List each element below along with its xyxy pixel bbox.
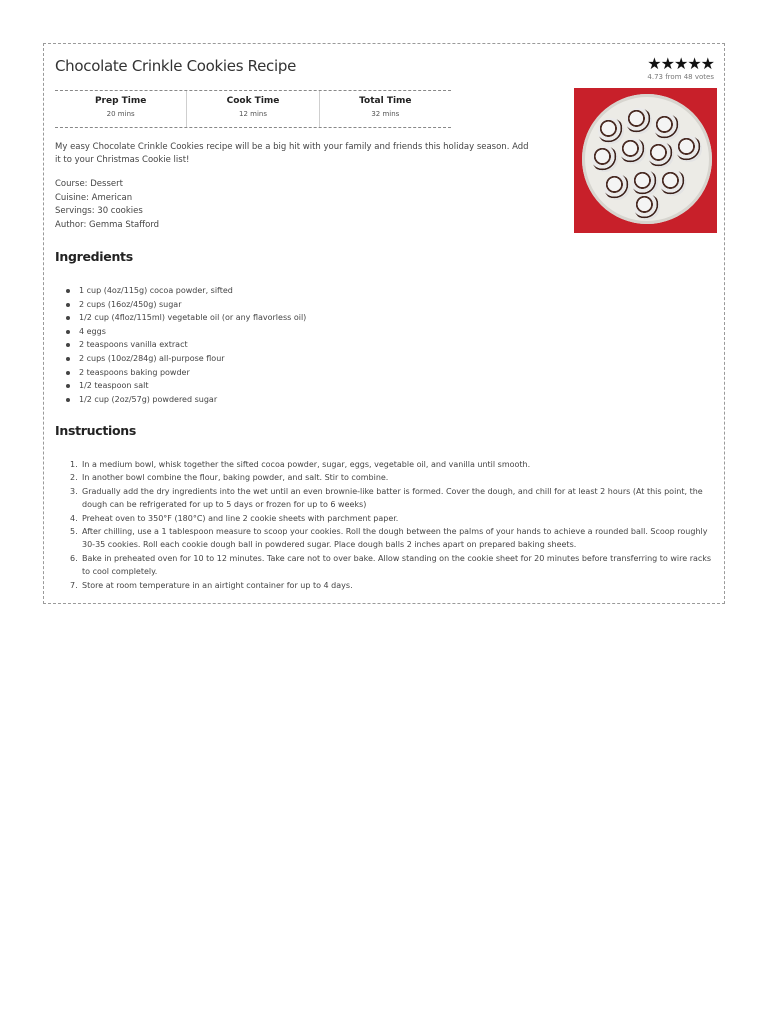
ingredients-list xyxy=(66,284,306,406)
instruction-step xyxy=(70,458,715,471)
ingredients-heading: Ingredients xyxy=(55,249,133,264)
cookie xyxy=(660,170,686,196)
instruction-step xyxy=(70,485,715,512)
ingredient-item: 2 teaspoons baking powder xyxy=(66,366,306,380)
step-text: Store at room temperature in an airtight container for up to 4 days. xyxy=(82,580,353,590)
step-text: In a medium bowl, whisk together the sifted cocoa powder, sugar, eggs, vegetable oil, and vanilla until smooth. xyxy=(82,460,531,469)
prep-time-label: Prep Time xyxy=(94,96,147,106)
prep-time-value: 20 mins xyxy=(106,110,135,118)
ingredient-item: 1 cup (4oz/115g) cocoa powder, sifted xyxy=(66,284,306,298)
recipe-meta xyxy=(55,178,159,232)
step-number: 5. xyxy=(70,527,78,537)
step-number: 6. xyxy=(70,553,78,563)
step-number: 4. xyxy=(70,513,78,523)
step-text: After chilling, use a 1 tablespoon measure to scoop your cookies. Roll the dough between the palms of your hands to achieve a rounded ball. Scoop roughly 30-35 cookies. Roll each cookie dough ball in powdered sugar. Place dough balls 2 inches apart on prepared baking sheets. xyxy=(82,527,708,550)
total-time-label: Total Time xyxy=(359,96,412,106)
prep-time xyxy=(55,91,186,127)
step-number: 1. xyxy=(70,460,78,469)
star-icon[interactable]: ★ xyxy=(700,54,714,73)
cookie xyxy=(604,174,630,200)
cookie xyxy=(648,142,674,168)
star-icon[interactable]: ★ xyxy=(660,54,674,73)
star-icon[interactable]: ★ xyxy=(673,54,688,73)
recipe-summary: My easy Chocolate Crinkle Cookies recipe will be a big hit with your family and friends this holiday season. Add it to your Christmas Cookie list! xyxy=(55,142,529,165)
ingredient-item: 1/2 cup (4floz/115ml) vegetable oil (or any flavorless oil) xyxy=(66,311,306,325)
instruction-step xyxy=(70,579,715,592)
total-time-value: 32 mins xyxy=(371,110,400,118)
cookie xyxy=(598,118,624,144)
instruction-step xyxy=(70,512,715,525)
cook-time-value: 12 mins xyxy=(239,110,267,118)
total-time xyxy=(319,91,451,127)
cookie xyxy=(632,170,658,196)
ingredient-item: 2 teaspoons vanilla extract xyxy=(66,338,306,352)
author: Author: Gemma Stafford xyxy=(55,219,160,230)
instruction-step xyxy=(70,525,715,552)
ingredient-item: 2 cups (10oz/284g) all-purpose flour xyxy=(66,352,306,366)
ingredient-item: 2 cups (16oz/450g) sugar xyxy=(66,298,306,312)
instruction-step xyxy=(70,471,715,484)
instructions-list xyxy=(70,458,715,592)
step-number: 7. xyxy=(70,580,78,590)
recipe-times xyxy=(55,90,451,128)
cookie xyxy=(676,136,702,162)
rating-text: 4.73 from 48 votes xyxy=(647,73,714,81)
step-text: Bake in preheated oven for 10 to 12 minutes. Take care not to over bake. Allow standing on the cookie sheet for 20 minutes before transferring to wire racks to cool completely. xyxy=(82,553,712,577)
rating[interactable] xyxy=(647,56,714,81)
recipe-photo xyxy=(574,88,717,233)
cook-time-label: Cook Time xyxy=(226,96,280,106)
course: Course: Dessert xyxy=(55,179,123,189)
cookie xyxy=(626,108,652,134)
cookie xyxy=(654,114,680,140)
ingredient-item: 1/2 cup (2oz/57g) powdered sugar xyxy=(66,393,306,407)
recipe-title: Chocolate Crinkle Cookies Recipe xyxy=(55,57,297,75)
step-number: 3. xyxy=(70,486,78,496)
star-icon[interactable]: ★ xyxy=(647,54,661,73)
ingredient-item: 4 eggs xyxy=(66,325,306,339)
instructions-heading: Instructions xyxy=(55,423,137,438)
instruction-step xyxy=(70,552,715,579)
cook-time xyxy=(186,91,318,127)
cuisine: Cuisine: American xyxy=(55,192,133,203)
ingredient-item: 1/2 teaspoon salt xyxy=(66,379,306,393)
servings: Servings: 30 cookies xyxy=(55,206,143,216)
step-text: Preheat oven to 350°F (180°C) and line 2 cookie sheets with parchment paper. xyxy=(82,513,399,523)
rating-stars[interactable] xyxy=(647,56,714,72)
step-text: Gradually add the dry ingredients into the wet until an even brownie-like batter is formed. Cover the dough, and chill for at least 2 hours (At this point, the dough can be refrigerated for up to 5 days or frozen for up to 6 weeks) xyxy=(82,486,703,510)
recipe-card xyxy=(43,43,725,604)
bowl xyxy=(582,94,712,224)
star-icon[interactable]: ★ xyxy=(687,54,701,73)
cookie xyxy=(592,146,618,172)
step-text: In another bowl combine the flour, baking powder, and salt. Stir to combine. xyxy=(82,473,389,483)
cookie xyxy=(620,138,646,164)
cookie xyxy=(634,194,660,220)
step-number: 2. xyxy=(70,473,78,483)
